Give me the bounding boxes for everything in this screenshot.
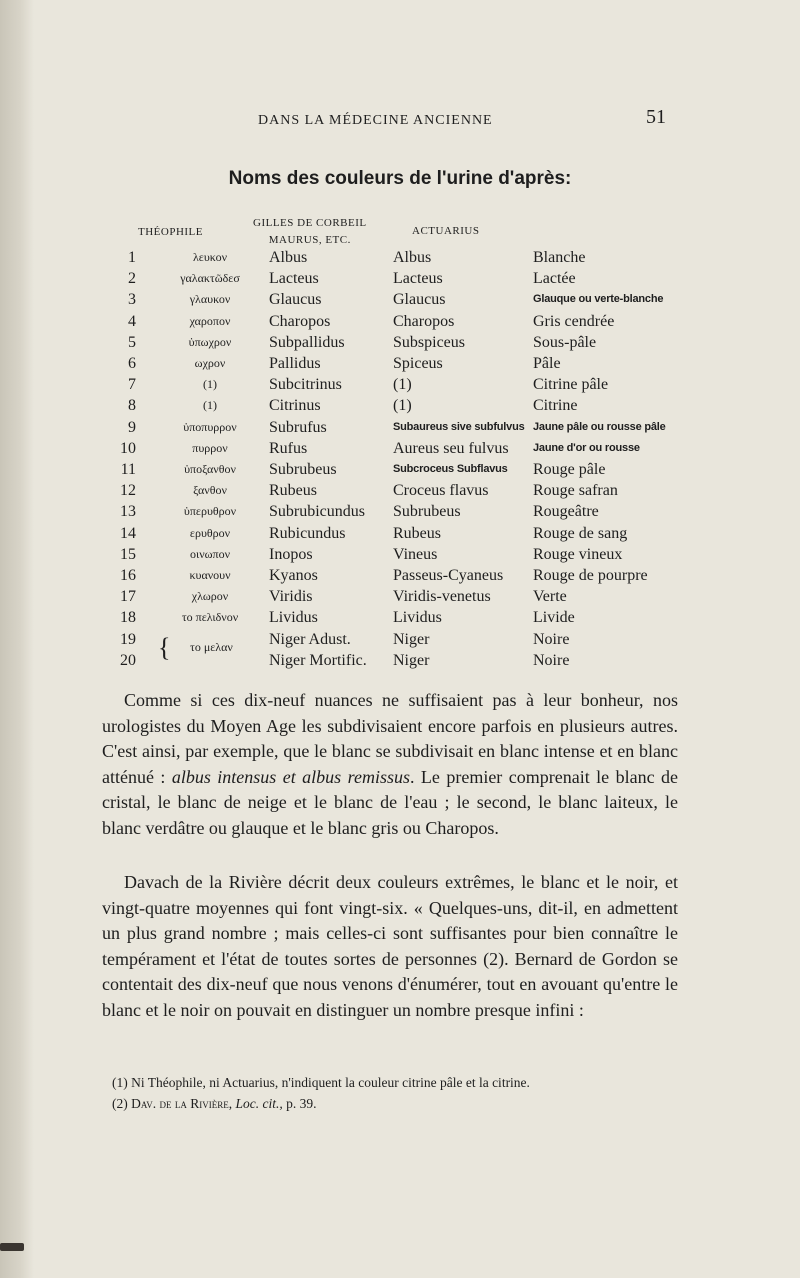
greek-term: ὑπωχρον <box>188 334 232 349</box>
french-term: Rouge de sang <box>533 524 628 542</box>
table-row <box>0 650 800 671</box>
gilles-term: Rubicundus <box>269 524 346 542</box>
table-row <box>0 374 800 395</box>
french-term: Noire <box>533 630 570 648</box>
greek-term: κυανουν <box>189 568 231 582</box>
gilles-term: Albus <box>269 249 308 266</box>
greek-term: πυρρον <box>192 440 228 455</box>
greek-term: ερυθρον <box>189 525 231 540</box>
footnote-2-italic: Loc. cit., <box>232 1096 283 1111</box>
row-number: 11 <box>120 461 136 478</box>
gilles-term: Pallidus <box>269 355 321 372</box>
table-row <box>0 247 800 268</box>
row-number: 18 <box>120 609 136 627</box>
table-row <box>0 544 800 565</box>
table-row <box>0 607 800 628</box>
french-term: Verte <box>533 588 567 606</box>
row-number: 10 <box>120 439 136 457</box>
actuarius-term: Vineus <box>393 545 438 563</box>
row-number: 8 <box>128 397 136 415</box>
row-number: 12 <box>120 482 136 500</box>
actuarius-term: Niger <box>393 630 430 648</box>
gilles-term: Subcitrinus <box>269 376 342 394</box>
actuarius-term: Spiceus <box>393 355 443 372</box>
french-term: Citrine <box>533 397 578 415</box>
row-number: 3 <box>128 291 136 309</box>
row-number: 5 <box>128 333 136 351</box>
greek-term: λευκον <box>192 250 227 264</box>
french-term: Rouge vineux <box>533 545 623 563</box>
greek-term: ὑπερυθρον <box>183 504 237 519</box>
gilles-term: Niger Adust. <box>269 630 351 648</box>
column-header-gilles <box>253 215 367 249</box>
french-term: Blanche <box>533 249 586 266</box>
gilles-term: Kyanos <box>269 567 318 584</box>
footnote-2 <box>112 1096 316 1112</box>
french-term: Jaune d'or ou rousse <box>533 441 640 454</box>
paragraph-1-text-b: . Le premier comprenait le blanc de cristal, le blanc de neige et le blanc de l'eau ; le second, le blanc laiteux, le blanc verdâtre ou glauque et le blanc gris ou Charopos. <box>102 766 678 838</box>
french-term: Glauque ou verte-blanche <box>533 293 664 306</box>
table-row <box>0 438 800 459</box>
french-term: Sous-pâle <box>533 333 597 351</box>
greek-merged-cell: το μελαν <box>190 640 233 654</box>
row-number: 17 <box>120 588 136 606</box>
table-row <box>0 629 800 650</box>
row-number: 16 <box>120 567 136 584</box>
actuarius-term: Rubeus <box>393 524 441 542</box>
actuarius-term: (1) <box>393 397 412 415</box>
gilles-term: Niger Mortific. <box>269 651 367 669</box>
paragraph-1 <box>102 688 678 841</box>
table-row <box>0 353 800 374</box>
row-number: 2 <box>128 270 136 288</box>
french-term: Citrine pâle <box>533 376 609 394</box>
row-number: 6 <box>128 355 136 372</box>
paragraph-2: Davach de la Rivière décrit deux couleurs extrêmes, le blanc et le noir, et vingt-quatre moyennes qui font vingt-six. « Quelques-uns, dit-il, en admettent un plus grand nombre ; mais celles-ci sont suffisantes pour bien connaître le tempérament et l'état de toutes sortes de personnes (2). Bernard de Gordon se contentait des dix-neuf que nous venons d'énumérer, tout en avouant qu'entre le blanc et le noir on pouvait en distinguer un nombre presque infini : <box>102 872 678 1020</box>
row-number: 9 <box>128 418 136 436</box>
gilles-term: Subrubicundus <box>269 503 365 521</box>
row-number: 7 <box>128 376 136 394</box>
greek-term: χαροπον <box>189 313 231 328</box>
row-number: 19 <box>120 630 136 648</box>
greek-term: γαλακτῶδεσ <box>180 271 240 286</box>
french-term: Livide <box>533 609 575 627</box>
column-header-gilles-line1: GILLES DE CORBEIL <box>253 217 367 229</box>
paragraph-1-italic: albus intensus et albus remissus <box>171 766 410 787</box>
table-row <box>0 459 800 480</box>
row-number: 1 <box>128 249 136 266</box>
actuarius-term: (1) <box>393 376 412 394</box>
column-header-gilles-line2: MAURUS, ETC. <box>268 234 351 246</box>
greek-term: χλωρον <box>191 589 229 604</box>
actuarius-term: Lacteus <box>393 270 443 288</box>
french-term: Rouge pâle <box>533 461 606 478</box>
french-term: Jaune pâle ou rousse pâle <box>533 420 666 433</box>
row-number: 15 <box>120 545 136 563</box>
table-row <box>0 480 800 501</box>
actuarius-term: Subaureus sive subfulvus <box>393 420 525 433</box>
french-term: Pâle <box>533 355 561 372</box>
actuarius-term: Subcroceus Subflavus <box>393 463 508 475</box>
gilles-term: Rufus <box>269 439 308 457</box>
row-number: 14 <box>120 524 136 542</box>
gilles-term: Viridis <box>269 588 313 606</box>
actuarius-term: Croceus flavus <box>393 482 489 500</box>
table-row <box>0 565 800 586</box>
gilles-term: Charopos <box>269 312 331 330</box>
table-row <box>0 586 800 607</box>
french-term: Rougeâtre <box>533 503 599 521</box>
column-header-actuarius: ACTUARIUS <box>412 225 480 237</box>
page-edge-mark <box>0 1243 24 1251</box>
gilles-term: Subrubeus <box>269 461 337 478</box>
greek-term: οινωπον <box>189 546 231 561</box>
french-term: Gris cendrée <box>533 312 615 330</box>
table-row <box>0 311 800 332</box>
actuarius-term: Viridis-venetus <box>393 588 491 606</box>
page-number: 51 <box>646 106 666 128</box>
gilles-term: Inopos <box>269 545 313 563</box>
greek-term: ξανθον <box>193 483 227 498</box>
table-row <box>0 501 800 522</box>
greek-term: ὑποξανθον <box>184 462 236 476</box>
greek-term: (1) <box>203 377 217 392</box>
gilles-term: Glaucus <box>269 291 322 309</box>
gilles-term: Citrinus <box>269 397 321 415</box>
row-number: 20 <box>120 651 136 669</box>
paragraph-1-text-a: Comme si ces dix-neuf nuances ne suffisaient pas à leur bonheur, nos urologistes du Moyen Age les subdivisaient encore parfois en plusieurs autres. C'est ainsi, par exemple, que le blanc se subdivisait en blanc intense et en blanc atténué : <box>102 690 678 787</box>
brace-rows-19-20: { <box>158 633 171 662</box>
actuarius-term: Glaucus <box>393 291 446 309</box>
actuarius-term: Subrubeus <box>393 503 461 521</box>
gilles-term: Subrufus <box>269 418 327 436</box>
actuarius-term: Charopos <box>393 312 455 330</box>
french-term: Rouge de pourpre <box>533 567 648 584</box>
gilles-term: Lividus <box>269 609 318 627</box>
actuarius-term: Albus <box>393 249 432 266</box>
table-heading: Noms des couleurs de l'urine d'après: <box>228 168 572 189</box>
gilles-term: Lacteus <box>269 270 319 288</box>
actuarius-term: Subspiceus <box>393 333 465 351</box>
gilles-term: Subpallidus <box>269 333 345 351</box>
footnote-2-prefix: (2) <box>112 1096 132 1111</box>
column-header-theophile: THÉOPHILE <box>138 226 203 238</box>
greek-term: ὑποπυρρον <box>183 419 237 434</box>
greek-term: ωχρον <box>194 356 226 370</box>
table-row <box>0 332 800 353</box>
table-row <box>0 417 800 438</box>
greek-term: (1) <box>203 398 217 413</box>
actuarius-term: Aureus seu fulvus <box>393 439 509 457</box>
actuarius-term: Niger <box>393 651 430 669</box>
french-term: Lactée <box>533 270 576 288</box>
actuarius-term: Lividus <box>393 609 442 627</box>
table-row <box>0 289 800 310</box>
footnote-2-suffix: p. 39. <box>282 1096 317 1111</box>
french-term: Noire <box>533 651 570 669</box>
greek-term: γλαυκον <box>189 292 231 307</box>
table-row <box>0 395 800 416</box>
table-row <box>0 268 800 289</box>
gilles-term: Rubeus <box>269 482 317 500</box>
row-number: 4 <box>128 312 136 330</box>
greek-term: το πελιδνον <box>181 610 239 625</box>
french-term: Rouge safran <box>533 482 618 500</box>
row-number: 13 <box>120 503 136 521</box>
footnote-1: (1) Ni Théophile, ni Actuarius, n'indiquent la couleur citrine pâle et la citrine. <box>112 1075 530 1090</box>
table-row <box>0 523 800 544</box>
actuarius-term: Passeus-Cyaneus <box>393 567 504 584</box>
footnote-2-author: Dav. de la Rivière, <box>131 1096 233 1111</box>
running-head: DANS LA MÉDECINE ANCIENNE <box>258 113 493 128</box>
